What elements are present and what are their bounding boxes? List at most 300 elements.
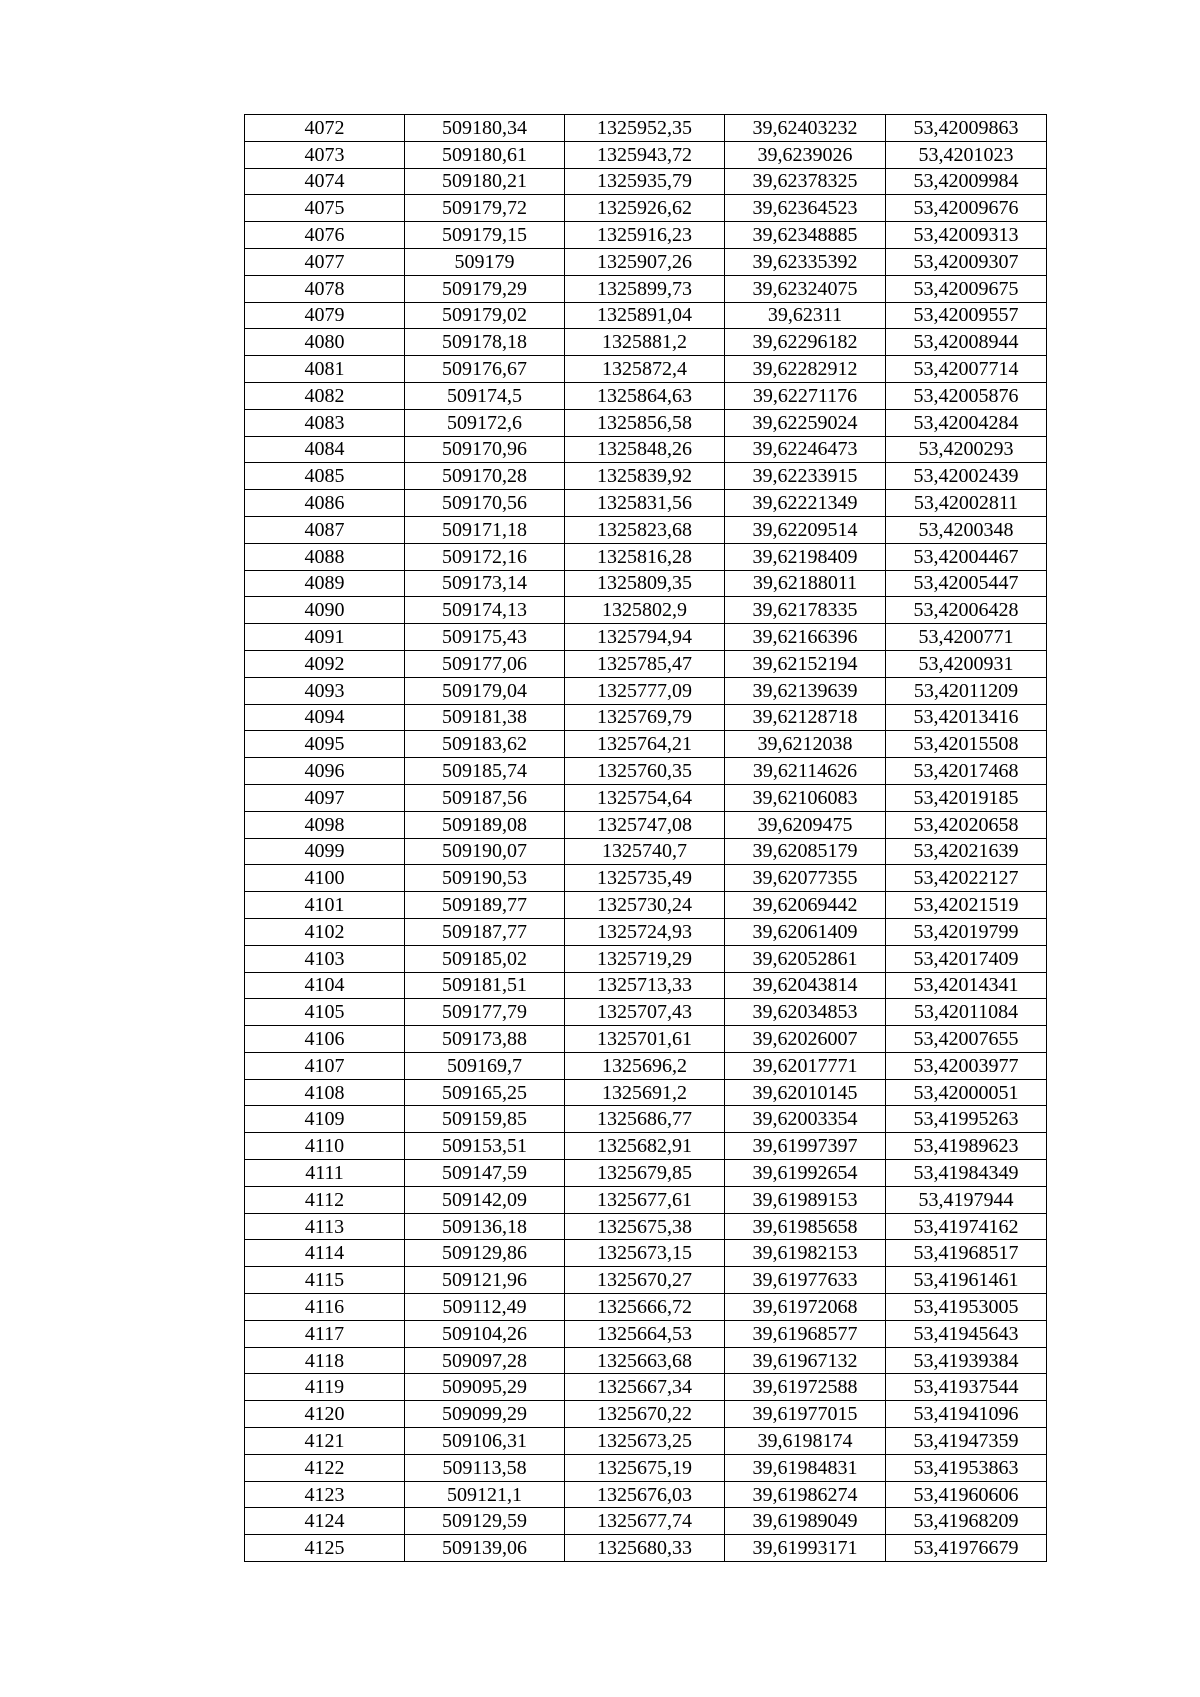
y-coordinate-cell: 1325831,56 <box>565 490 725 517</box>
x-coordinate-cell: 509177,06 <box>405 650 565 677</box>
y-coordinate-cell: 1325676,03 <box>565 1481 725 1508</box>
y-coordinate-cell: 1325730,24 <box>565 892 725 919</box>
longitude-cell: 39,62069442 <box>725 892 886 919</box>
latitude-cell: 53,42011209 <box>886 677 1047 704</box>
longitude-cell: 39,62271176 <box>725 382 886 409</box>
y-coordinate-cell: 1325747,08 <box>565 811 725 838</box>
x-coordinate-cell: 509185,02 <box>405 945 565 972</box>
y-coordinate-cell: 1325848,26 <box>565 436 725 463</box>
table-row <box>245 1374 1047 1401</box>
y-coordinate-cell: 1325943,72 <box>565 141 725 168</box>
x-coordinate-cell: 509187,56 <box>405 784 565 811</box>
longitude-cell: 39,62128718 <box>725 704 886 731</box>
y-coordinate-cell: 1325809,35 <box>565 570 725 597</box>
y-coordinate-cell: 1325802,9 <box>565 597 725 624</box>
longitude-cell: 39,62246473 <box>725 436 886 463</box>
longitude-cell: 39,62043814 <box>725 972 886 999</box>
table-row <box>245 195 1047 222</box>
x-coordinate-cell: 509142,09 <box>405 1186 565 1213</box>
latitude-cell: 53,42003977 <box>886 1052 1047 1079</box>
latitude-cell: 53,41976679 <box>886 1535 1047 1562</box>
longitude-cell: 39,62198409 <box>725 543 886 570</box>
point-number-cell: 4082 <box>245 382 405 409</box>
table-row <box>245 570 1047 597</box>
y-coordinate-cell: 1325670,27 <box>565 1267 725 1294</box>
y-coordinate-cell: 1325785,47 <box>565 650 725 677</box>
y-coordinate-cell: 1325764,21 <box>565 731 725 758</box>
table-row <box>245 490 1047 517</box>
point-number-cell: 4075 <box>245 195 405 222</box>
longitude-cell: 39,62003354 <box>725 1106 886 1133</box>
table-row <box>245 329 1047 356</box>
longitude-cell: 39,61989049 <box>725 1508 886 1535</box>
x-coordinate-cell: 509187,77 <box>405 918 565 945</box>
point-number-cell: 4072 <box>245 115 405 142</box>
table-row <box>245 516 1047 543</box>
x-coordinate-cell: 509112,49 <box>405 1294 565 1321</box>
longitude-cell: 39,61972068 <box>725 1294 886 1321</box>
y-coordinate-cell: 1325864,63 <box>565 382 725 409</box>
longitude-cell: 39,62259024 <box>725 409 886 436</box>
coordinates-table-body <box>245 115 1047 1562</box>
y-coordinate-cell: 1325677,61 <box>565 1186 725 1213</box>
y-coordinate-cell: 1325666,72 <box>565 1294 725 1321</box>
x-coordinate-cell: 509097,28 <box>405 1347 565 1374</box>
latitude-cell: 53,42014341 <box>886 972 1047 999</box>
y-coordinate-cell: 1325675,38 <box>565 1213 725 1240</box>
point-number-cell: 4114 <box>245 1240 405 1267</box>
longitude-cell: 39,61968577 <box>725 1320 886 1347</box>
point-number-cell: 4102 <box>245 918 405 945</box>
latitude-cell: 53,42009313 <box>886 222 1047 249</box>
table-row <box>245 1347 1047 1374</box>
table-row <box>245 222 1047 249</box>
table-row <box>245 1428 1047 1455</box>
point-number-cell: 4084 <box>245 436 405 463</box>
point-number-cell: 4090 <box>245 597 405 624</box>
latitude-cell: 53,42000051 <box>886 1079 1047 1106</box>
point-number-cell: 4117 <box>245 1320 405 1347</box>
longitude-cell: 39,61977015 <box>725 1401 886 1428</box>
x-coordinate-cell: 509179,72 <box>405 195 565 222</box>
table-row <box>245 784 1047 811</box>
latitude-cell: 53,42006428 <box>886 597 1047 624</box>
latitude-cell: 53,41939384 <box>886 1347 1047 1374</box>
y-coordinate-cell: 1325691,2 <box>565 1079 725 1106</box>
x-coordinate-cell: 509179,15 <box>405 222 565 249</box>
latitude-cell: 53,42004284 <box>886 409 1047 436</box>
table-row <box>245 704 1047 731</box>
table-row <box>245 1535 1047 1562</box>
longitude-cell: 39,61982153 <box>725 1240 886 1267</box>
longitude-cell: 39,61972588 <box>725 1374 886 1401</box>
y-coordinate-cell: 1325777,09 <box>565 677 725 704</box>
point-number-cell: 4077 <box>245 248 405 275</box>
x-coordinate-cell: 509173,88 <box>405 1026 565 1053</box>
x-coordinate-cell: 509153,51 <box>405 1133 565 1160</box>
longitude-cell: 39,62077355 <box>725 865 886 892</box>
longitude-cell: 39,61977633 <box>725 1267 886 1294</box>
y-coordinate-cell: 1325663,68 <box>565 1347 725 1374</box>
longitude-cell: 39,62221349 <box>725 490 886 517</box>
table-row <box>245 1454 1047 1481</box>
point-number-cell: 4092 <box>245 650 405 677</box>
latitude-cell: 53,42009863 <box>886 115 1047 142</box>
y-coordinate-cell: 1325680,33 <box>565 1535 725 1562</box>
table-row <box>245 1240 1047 1267</box>
latitude-cell: 53,42004467 <box>886 543 1047 570</box>
point-number-cell: 4085 <box>245 463 405 490</box>
point-number-cell: 4091 <box>245 624 405 651</box>
latitude-cell: 53,42019799 <box>886 918 1047 945</box>
longitude-cell: 39,62085179 <box>725 838 886 865</box>
point-number-cell: 4080 <box>245 329 405 356</box>
longitude-cell: 39,62034853 <box>725 999 886 1026</box>
point-number-cell: 4115 <box>245 1267 405 1294</box>
point-number-cell: 4113 <box>245 1213 405 1240</box>
table-row <box>245 1294 1047 1321</box>
x-coordinate-cell: 509179,02 <box>405 302 565 329</box>
table-row <box>245 892 1047 919</box>
longitude-cell: 39,61985658 <box>725 1213 886 1240</box>
latitude-cell: 53,42013416 <box>886 704 1047 731</box>
x-coordinate-cell: 509171,18 <box>405 516 565 543</box>
longitude-cell: 39,62403232 <box>725 115 886 142</box>
latitude-cell: 53,42021519 <box>886 892 1047 919</box>
point-number-cell: 4088 <box>245 543 405 570</box>
latitude-cell: 53,42009557 <box>886 302 1047 329</box>
latitude-cell: 53,41995263 <box>886 1106 1047 1133</box>
latitude-cell: 53,42017409 <box>886 945 1047 972</box>
point-number-cell: 4098 <box>245 811 405 838</box>
y-coordinate-cell: 1325707,43 <box>565 999 725 1026</box>
latitude-cell: 53,4201023 <box>886 141 1047 168</box>
latitude-cell: 53,41974162 <box>886 1213 1047 1240</box>
table-row <box>245 1160 1047 1187</box>
longitude-cell: 39,62178335 <box>725 597 886 624</box>
table-row <box>245 115 1047 142</box>
coordinates-table <box>244 114 1047 1562</box>
x-coordinate-cell: 509170,56 <box>405 490 565 517</box>
x-coordinate-cell: 509170,96 <box>405 436 565 463</box>
table-row <box>245 382 1047 409</box>
point-number-cell: 4105 <box>245 999 405 1026</box>
y-coordinate-cell: 1325839,92 <box>565 463 725 490</box>
y-coordinate-cell: 1325696,2 <box>565 1052 725 1079</box>
point-number-cell: 4099 <box>245 838 405 865</box>
x-coordinate-cell: 509147,59 <box>405 1160 565 1187</box>
point-number-cell: 4100 <box>245 865 405 892</box>
latitude-cell: 53,4200293 <box>886 436 1047 463</box>
y-coordinate-cell: 1325701,61 <box>565 1026 725 1053</box>
longitude-cell: 39,61986274 <box>725 1481 886 1508</box>
x-coordinate-cell: 509189,77 <box>405 892 565 919</box>
point-number-cell: 4108 <box>245 1079 405 1106</box>
y-coordinate-cell: 1325719,29 <box>565 945 725 972</box>
y-coordinate-cell: 1325673,25 <box>565 1428 725 1455</box>
latitude-cell: 53,42009675 <box>886 275 1047 302</box>
y-coordinate-cell: 1325891,04 <box>565 302 725 329</box>
x-coordinate-cell: 509190,53 <box>405 865 565 892</box>
x-coordinate-cell: 509104,26 <box>405 1320 565 1347</box>
table-row <box>245 1213 1047 1240</box>
table-row <box>245 811 1047 838</box>
y-coordinate-cell: 1325673,15 <box>565 1240 725 1267</box>
point-number-cell: 4074 <box>245 168 405 195</box>
y-coordinate-cell: 1325677,74 <box>565 1508 725 1535</box>
x-coordinate-cell: 509159,85 <box>405 1106 565 1133</box>
y-coordinate-cell: 1325675,19 <box>565 1454 725 1481</box>
longitude-cell: 39,6239026 <box>725 141 886 168</box>
table-row <box>245 597 1047 624</box>
x-coordinate-cell: 509181,38 <box>405 704 565 731</box>
x-coordinate-cell: 509180,34 <box>405 115 565 142</box>
x-coordinate-cell: 509179,29 <box>405 275 565 302</box>
x-coordinate-cell: 509129,86 <box>405 1240 565 1267</box>
latitude-cell: 53,42020658 <box>886 811 1047 838</box>
y-coordinate-cell: 1325664,53 <box>565 1320 725 1347</box>
latitude-cell: 53,42019185 <box>886 784 1047 811</box>
point-number-cell: 4106 <box>245 1026 405 1053</box>
table-row <box>245 731 1047 758</box>
latitude-cell: 53,41968209 <box>886 1508 1047 1535</box>
longitude-cell: 39,62010145 <box>725 1079 886 1106</box>
x-coordinate-cell: 509113,58 <box>405 1454 565 1481</box>
table-row <box>245 838 1047 865</box>
y-coordinate-cell: 1325740,7 <box>565 838 725 865</box>
y-coordinate-cell: 1325823,68 <box>565 516 725 543</box>
longitude-cell: 39,62017771 <box>725 1052 886 1079</box>
longitude-cell: 39,62364523 <box>725 195 886 222</box>
table-row <box>245 1320 1047 1347</box>
x-coordinate-cell: 509139,06 <box>405 1535 565 1562</box>
table-row <box>245 275 1047 302</box>
point-number-cell: 4095 <box>245 731 405 758</box>
longitude-cell: 39,62188011 <box>725 570 886 597</box>
latitude-cell: 53,41961461 <box>886 1267 1047 1294</box>
table-row <box>245 677 1047 704</box>
point-number-cell: 4073 <box>245 141 405 168</box>
y-coordinate-cell: 1325794,94 <box>565 624 725 651</box>
latitude-cell: 53,41989623 <box>886 1133 1047 1160</box>
point-number-cell: 4111 <box>245 1160 405 1187</box>
point-number-cell: 4086 <box>245 490 405 517</box>
point-number-cell: 4101 <box>245 892 405 919</box>
point-number-cell: 4119 <box>245 1374 405 1401</box>
x-coordinate-cell: 509185,74 <box>405 758 565 785</box>
longitude-cell: 39,61997397 <box>725 1133 886 1160</box>
x-coordinate-cell: 509177,79 <box>405 999 565 1026</box>
x-coordinate-cell: 509170,28 <box>405 463 565 490</box>
latitude-cell: 53,4200771 <box>886 624 1047 651</box>
table-row <box>245 356 1047 383</box>
longitude-cell: 39,62296182 <box>725 329 886 356</box>
table-row <box>245 248 1047 275</box>
longitude-cell: 39,62139639 <box>725 677 886 704</box>
table-row <box>245 1401 1047 1428</box>
longitude-cell: 39,62378325 <box>725 168 886 195</box>
table-row <box>245 865 1047 892</box>
latitude-cell: 53,4197944 <box>886 1186 1047 1213</box>
latitude-cell: 53,42017468 <box>886 758 1047 785</box>
point-number-cell: 4120 <box>245 1401 405 1428</box>
table-row <box>245 1052 1047 1079</box>
y-coordinate-cell: 1325872,4 <box>565 356 725 383</box>
y-coordinate-cell: 1325670,22 <box>565 1401 725 1428</box>
x-coordinate-cell: 509190,07 <box>405 838 565 865</box>
latitude-cell: 53,42009984 <box>886 168 1047 195</box>
x-coordinate-cell: 509165,25 <box>405 1079 565 1106</box>
point-number-cell: 4081 <box>245 356 405 383</box>
latitude-cell: 53,41947359 <box>886 1428 1047 1455</box>
latitude-cell: 53,42002811 <box>886 490 1047 517</box>
table-row <box>245 463 1047 490</box>
latitude-cell: 53,42011084 <box>886 999 1047 1026</box>
point-number-cell: 4121 <box>245 1428 405 1455</box>
y-coordinate-cell: 1325713,33 <box>565 972 725 999</box>
longitude-cell: 39,62233915 <box>725 463 886 490</box>
point-number-cell: 4124 <box>245 1508 405 1535</box>
longitude-cell: 39,62106083 <box>725 784 886 811</box>
y-coordinate-cell: 1325952,35 <box>565 115 725 142</box>
longitude-cell: 39,6212038 <box>725 731 886 758</box>
longitude-cell: 39,62166396 <box>725 624 886 651</box>
y-coordinate-cell: 1325667,34 <box>565 1374 725 1401</box>
table-row <box>245 945 1047 972</box>
point-number-cell: 4097 <box>245 784 405 811</box>
point-number-cell: 4122 <box>245 1454 405 1481</box>
x-coordinate-cell: 509178,18 <box>405 329 565 356</box>
table-row <box>245 650 1047 677</box>
point-number-cell: 4083 <box>245 409 405 436</box>
table-row <box>245 1079 1047 1106</box>
latitude-cell: 53,42005876 <box>886 382 1047 409</box>
latitude-cell: 53,42021639 <box>886 838 1047 865</box>
y-coordinate-cell: 1325926,62 <box>565 195 725 222</box>
longitude-cell: 39,62335392 <box>725 248 886 275</box>
x-coordinate-cell: 509179 <box>405 248 565 275</box>
x-coordinate-cell: 509106,31 <box>405 1428 565 1455</box>
longitude-cell: 39,62061409 <box>725 918 886 945</box>
latitude-cell: 53,41945643 <box>886 1320 1047 1347</box>
x-coordinate-cell: 509129,59 <box>405 1508 565 1535</box>
latitude-cell: 53,42002439 <box>886 463 1047 490</box>
latitude-cell: 53,42015508 <box>886 731 1047 758</box>
y-coordinate-cell: 1325816,28 <box>565 543 725 570</box>
point-number-cell: 4094 <box>245 704 405 731</box>
x-coordinate-cell: 509172,16 <box>405 543 565 570</box>
point-number-cell: 4076 <box>245 222 405 249</box>
x-coordinate-cell: 509136,18 <box>405 1213 565 1240</box>
latitude-cell: 53,42007655 <box>886 1026 1047 1053</box>
latitude-cell: 53,41953005 <box>886 1294 1047 1321</box>
point-number-cell: 4110 <box>245 1133 405 1160</box>
point-number-cell: 4103 <box>245 945 405 972</box>
y-coordinate-cell: 1325856,58 <box>565 409 725 436</box>
point-number-cell: 4078 <box>245 275 405 302</box>
latitude-cell: 53,42007714 <box>886 356 1047 383</box>
point-number-cell: 4125 <box>245 1535 405 1562</box>
y-coordinate-cell: 1325682,91 <box>565 1133 725 1160</box>
longitude-cell: 39,62052861 <box>725 945 886 972</box>
y-coordinate-cell: 1325916,23 <box>565 222 725 249</box>
longitude-cell: 39,6209475 <box>725 811 886 838</box>
latitude-cell: 53,41960606 <box>886 1481 1047 1508</box>
table-row <box>245 1106 1047 1133</box>
y-coordinate-cell: 1325881,2 <box>565 329 725 356</box>
x-coordinate-cell: 509180,61 <box>405 141 565 168</box>
y-coordinate-cell: 1325754,64 <box>565 784 725 811</box>
x-coordinate-cell: 509121,1 <box>405 1481 565 1508</box>
table-row <box>245 1267 1047 1294</box>
x-coordinate-cell: 509175,43 <box>405 624 565 651</box>
longitude-cell: 39,61992654 <box>725 1160 886 1187</box>
point-number-cell: 4087 <box>245 516 405 543</box>
table-row <box>245 624 1047 651</box>
longitude-cell: 39,61984831 <box>725 1454 886 1481</box>
y-coordinate-cell: 1325735,49 <box>565 865 725 892</box>
longitude-cell: 39,62324075 <box>725 275 886 302</box>
x-coordinate-cell: 509169,7 <box>405 1052 565 1079</box>
table-row <box>245 1186 1047 1213</box>
x-coordinate-cell: 509095,29 <box>405 1374 565 1401</box>
table-row <box>245 436 1047 463</box>
latitude-cell: 53,41953863 <box>886 1454 1047 1481</box>
y-coordinate-cell: 1325769,79 <box>565 704 725 731</box>
y-coordinate-cell: 1325724,93 <box>565 918 725 945</box>
longitude-cell: 39,62282912 <box>725 356 886 383</box>
x-coordinate-cell: 509174,5 <box>405 382 565 409</box>
point-number-cell: 4118 <box>245 1347 405 1374</box>
y-coordinate-cell: 1325935,79 <box>565 168 725 195</box>
table-row <box>245 1026 1047 1053</box>
latitude-cell: 53,42022127 <box>886 865 1047 892</box>
longitude-cell: 39,6198174 <box>725 1428 886 1455</box>
latitude-cell: 53,42009307 <box>886 248 1047 275</box>
y-coordinate-cell: 1325760,35 <box>565 758 725 785</box>
point-number-cell: 4079 <box>245 302 405 329</box>
table-row <box>245 1481 1047 1508</box>
table-row <box>245 168 1047 195</box>
point-number-cell: 4107 <box>245 1052 405 1079</box>
latitude-cell: 53,41937544 <box>886 1374 1047 1401</box>
latitude-cell: 53,42009676 <box>886 195 1047 222</box>
y-coordinate-cell: 1325907,26 <box>565 248 725 275</box>
table-row <box>245 918 1047 945</box>
latitude-cell: 53,4200931 <box>886 650 1047 677</box>
x-coordinate-cell: 509099,29 <box>405 1401 565 1428</box>
table-row <box>245 409 1047 436</box>
point-number-cell: 4116 <box>245 1294 405 1321</box>
x-coordinate-cell: 509180,21 <box>405 168 565 195</box>
latitude-cell: 53,41984349 <box>886 1160 1047 1187</box>
table-row <box>245 999 1047 1026</box>
x-coordinate-cell: 509183,62 <box>405 731 565 758</box>
table-row <box>245 543 1047 570</box>
point-number-cell: 4089 <box>245 570 405 597</box>
longitude-cell: 39,62311 <box>725 302 886 329</box>
longitude-cell: 39,62348885 <box>725 222 886 249</box>
x-coordinate-cell: 509121,96 <box>405 1267 565 1294</box>
table-row <box>245 1508 1047 1535</box>
x-coordinate-cell: 509179,04 <box>405 677 565 704</box>
latitude-cell: 53,42005447 <box>886 570 1047 597</box>
y-coordinate-cell: 1325899,73 <box>565 275 725 302</box>
table-row <box>245 972 1047 999</box>
longitude-cell: 39,61967132 <box>725 1347 886 1374</box>
latitude-cell: 53,4200348 <box>886 516 1047 543</box>
point-number-cell: 4096 <box>245 758 405 785</box>
